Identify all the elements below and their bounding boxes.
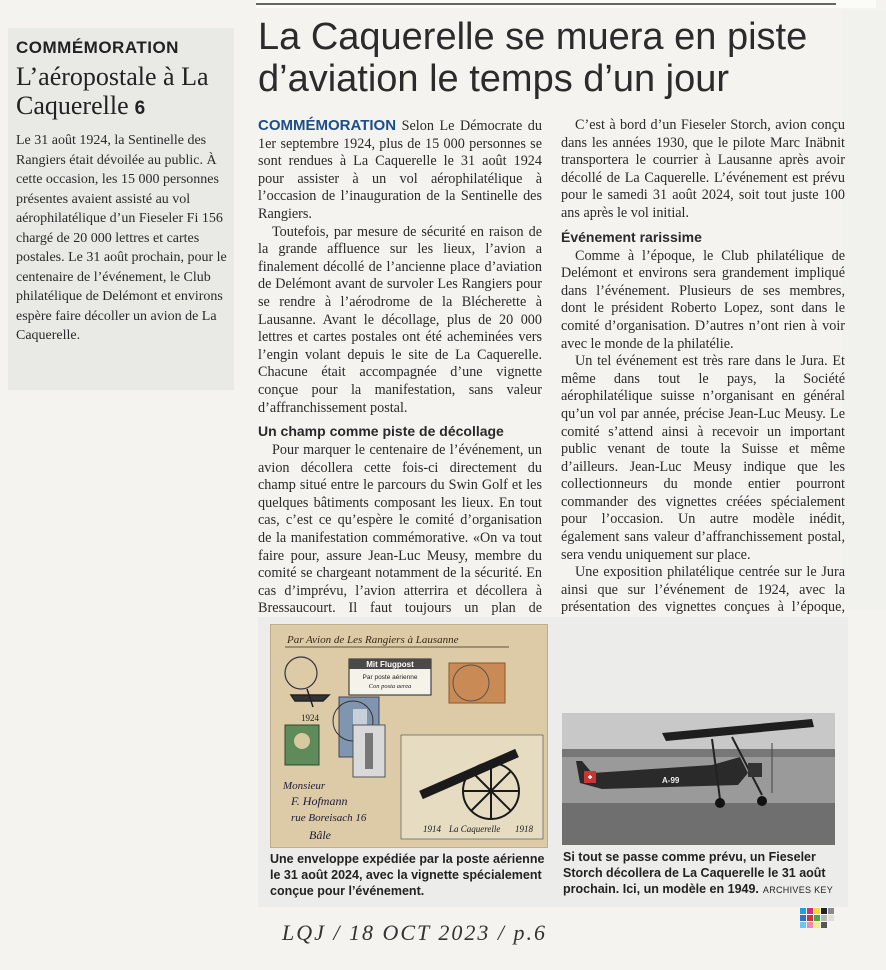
vignette-caption-right: 1918	[515, 824, 533, 834]
bleed-through-right	[842, 10, 886, 610]
paragraph: Un tel événement est très rare dans le Jura. Et même dans tout le pays, la Société aérophilatélique suisse n’organisant en général qu’un vol par année, précise Jean-Luc Meusy. Le comité s’attend ainsi à recevoir un important public venant de toute la Suisse et même d’ailleurs. Jean-Luc Meusy indique que les collectionneurs du monde entier pourront commander des vignettes créées spécialement pour l’occasion. Un autre modèle inédit, également sans valeur d’affranchissement postal, sera vendu uniquement sur place.	[561, 353, 845, 563]
article-headline: La Caquerelle se muera en piste d’aviation le temps d’un jour	[258, 16, 808, 100]
article-kicker: COMMÉMORATION	[258, 117, 397, 134]
envelope-header: Par Avion de Les Rangiers à Lausanne	[287, 634, 459, 646]
envelope-year: 1924	[301, 713, 319, 723]
plane-photo	[562, 713, 835, 845]
plane-caption	[563, 849, 847, 898]
paragraph: Comme à l’époque, le Club philatélique de Delémont et environs sera grandement impliqué dans l’événement. Plusieurs de ses membres, dont le président Roberto Lopez, sont dans le comité d’organisation. D’autres n’ont rien à voir avec le monde de la philatélie.	[561, 247, 845, 352]
subheading: Événement rarissime	[561, 228, 702, 245]
address-line-1: Monsieur	[283, 780, 326, 792]
airmail-label-line1: Par poste aérienne	[362, 674, 418, 681]
envelope-photo	[270, 624, 548, 848]
photo-credit: ARCHIVES KEY	[762, 885, 834, 895]
subheading: Un champ comme piste de décollage	[258, 423, 504, 440]
teaser-content	[16, 38, 228, 346]
airmail-label-line2: Con posta aerea	[368, 683, 412, 690]
plane-registration: A-99	[662, 776, 680, 785]
address-line-2: F. Hofmann	[291, 794, 348, 808]
paragraph-text: Une exposition philatélique centrée sur le Jura ainsi que sur l’événement de 1924, avec la présentation des vignettes conçues à l’époque,	[561, 564, 845, 616]
teaser-box	[8, 28, 234, 390]
teaser-title-text: L’aéropostale à La Caquerelle	[16, 62, 209, 120]
teaser-kicker: COMMÉMORATION	[16, 38, 179, 57]
airmail-label-title: Mit Flugpost	[366, 660, 414, 669]
teaser-body: Le 31 août 1924, la Sentinelle des Rangiers était dévoilée au public. À cette occasion, les 15 000 personnes présentes avaient assisté au vol aérophilatélique d’un Fieseler Fi 156 chargé de 20 000 lettres et cartes postales. Le 31 août prochain, pour le centenaire de l’événement, le Club philatélique de Delémont et environs espère faire décoller un avion de La Caquerelle.	[16, 133, 227, 343]
vignette-caption-mid: La Caquerelle	[449, 824, 501, 834]
teaser-page-number: 6	[134, 98, 146, 119]
top-rule	[256, 3, 836, 5]
envelope-illustration	[271, 625, 547, 847]
paragraph: Toutefois, par mesure de sécurité en raison de la grande affluence sur les lieux, l’avion a finalement décollé de l’ancienne place d’aviation de Delémont avant de survoler Les Rangiers pour se rendre à l’aérodrome de la Blécherette à Lausanne. Avant le décollage, plus de 20 000 lettres et cartes postales ont été acheminées vers l’engin volant depuis le site de La Caquerelle. Chacune était accompagnée d’une vignette conçue pour la manifestation, sans valeur d’affranchissement postal.	[258, 223, 542, 416]
postage-stamp-orange	[449, 663, 505, 703]
paragraph	[258, 117, 542, 224]
envelope-caption: Une enveloppe expédiée par la poste aérienne le 31 août 2024, avec la vignette spécialement conçue pour l’événement.	[270, 852, 545, 898]
paragraph: Pour marquer le centenaire de l’événement, un avion décollera cette fois-ci directement du champ situé entre le parcours du Swin Golf et les quelques bâtiments composant les lieux. En tout cas, c’est ce qu’espère le comité d’organisation de la manifestation commémorative. «On va tout faire pour, assure Jean-Luc Meusy, membre du comité se chargeant notamment de la sécurité. En cas d’imprévu, l’avion atterrira et décollera à Bressaucourt. Il faut toujours un plan de	[258, 442, 542, 617]
address-line-3: rue Boreisach 16	[291, 812, 367, 824]
plane-illustration	[562, 713, 835, 845]
color-calibration-bar	[800, 908, 836, 932]
vignette-caption-left: 1914	[423, 824, 441, 834]
plane-caption-text: Si tout se passe comme prévu, un Fieseler Storch décollera de La Caquerelle le 31 août prochain. Ici, un modèle en 1949.	[563, 850, 826, 896]
address-line-4: Bâle	[309, 828, 331, 842]
handwritten-archive-note: LQJ / 18 OCT 2023 / p.6	[282, 920, 548, 945]
article-column-2	[561, 117, 845, 653]
article-column-1	[258, 117, 542, 636]
paragraph-text: Selon Le Démocrate du 1er septembre 1924, plus de 15 000 personnes se sont rendues à La Caquerelle le 31 août 1924 pour assister à un vol aérophilatélique à l’occasion de l’inauguration de la Sentinelle des Rangiers.	[258, 118, 542, 222]
teaser-title	[16, 62, 228, 123]
paragraph: C’est à bord d’un Fieseler Storch, avion conçu dans les années 1930, que le pilote Marc Inäbnit transportera le courrier à Lausanne après avoir décollé de La Caquerelle. L’événement est prévu pour le samedi 31 août 2024, soit tout juste 100 ans après le vol initial.	[561, 117, 845, 221]
